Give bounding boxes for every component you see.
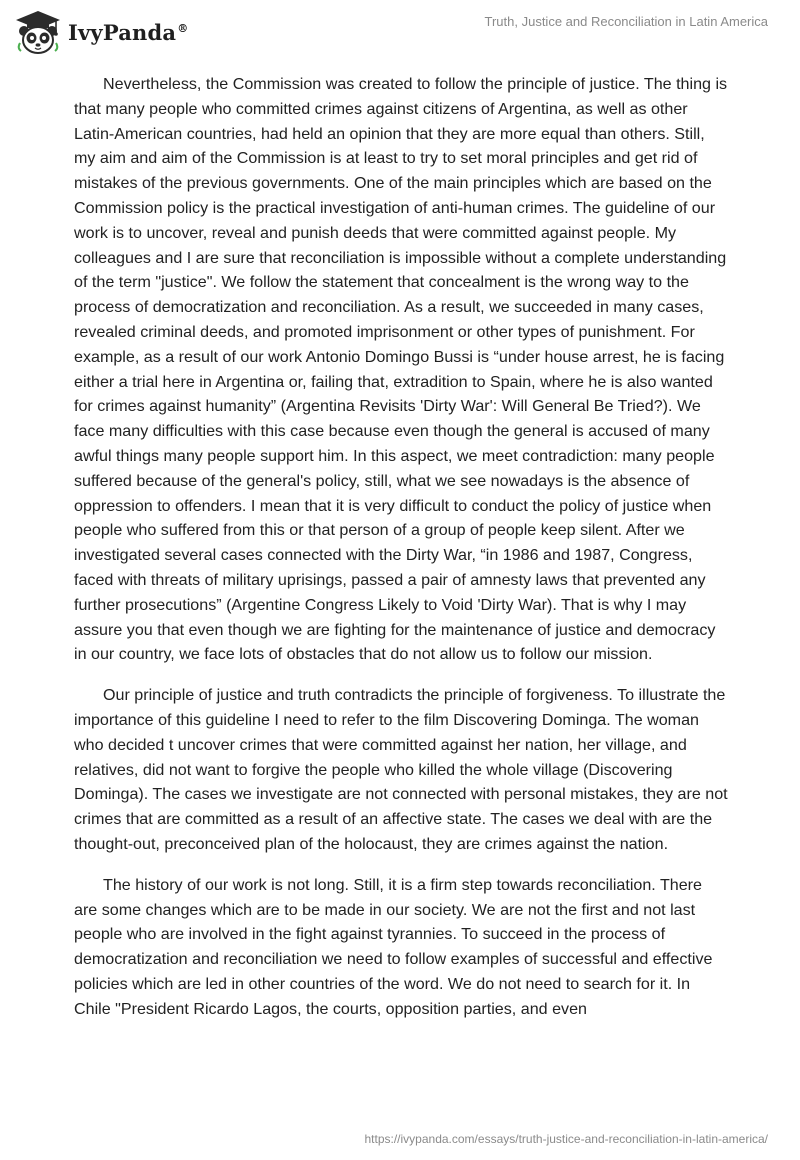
paragraph: Nevertheless, the Commission was created to follow the principle of justice. The thing is that many people who committed crimes against citizens of Argentina, as well as other Latin-American countries, had held an opinion that they are more equal than others. Still, my aim and aim of the Commission is at least to try to set moral principles and get rid of mistakes of the previous governments. One of the main principles which are based on the Commission policy is the practical investigation of anti-human crimes. The guideline of our work is to uncover, reveal and punish deeds that were committed against people. My colleagues and I are sure that reconciliation is impossible without a complete understanding of the term "justice". We follow the statement that concealment is the wrong way to the process of democratization and reconciliation. As a result, we succeeded in many cases, revealed criminal deeds, and promoted imprisonment or other types of punishment. For example, as a result of our work Antonio Domingo Bussi is “under house arrest, he is facing either a trial here in Argentina or, failing that, extradition to Spain, where he is also wanted for crimes against humanity” (Argentina Revisits 'Dirty War': Will General Be Tried?). We face many difficulties with this case because even though the general is accused of many awful things many people support him. In this aspect, we meet contradiction: many people suffered because of the general's policy, still, what we see nowadays is the absence of oppression to offenders. I mean that it is very difficult to conduct the policy of justice when people who suffered from this or that person of a group of people keep silent. After we investigated several cases connected with the Dirty War, “in 1986 and 1987, Congress, faced with threats of military uprisings, passed a pair of amnesty laws that prevented any further prosecutions” (Argentine Congress Likely to Void 'Dirty War). That is why I may assure you that even though we are fighting for the maintenance of justice and democracy in our country, we face lots of obstacles that do not allow us to follow our mission.: [74, 75, 728, 664]
paragraph: Our principle of justice and truth contradicts the principle of forgiveness. To illustrate the importance of this guideline I need to refer to the film Discovering Dominga. The woman who decided t uncover crimes that were committed against her nation, her village, and relatives, did not want to forgive the people who killed the whole village (Discovering Dominga). The cases we investigate are not connected with personal mistakes, they are not crimes that are committed as a result of an affective state. The cases we deal with are the thought-out, preconceived plan of the holocaust, they are crimes against the nation.: [74, 686, 728, 853]
panda-graduate-icon: [14, 9, 62, 55]
logo[interactable]: [14, 8, 188, 56]
essay-body: [74, 72, 728, 1037]
page-header: [0, 0, 800, 70]
document-title: Truth, Justice and Reconciliation in Latin America: [484, 14, 768, 29]
paragraph: The history of our work is not long. Still, it is a firm step towards reconciliation. There are some changes which are to be made in our society. We are not the first and not last people who are involved in the fight against tyrannies. To succeed in the process of democratization and reconciliation we need to follow examples of successful and effective policies which are led in other countries of the word. We do not need to search for it. In Chile "President Ricardo Lagos, the courts, opposition parties, and even: [74, 875, 713, 1018]
source-url[interactable]: https://ivypanda.com/essays/truth-justice-and-reconciliation-in-latin-america/: [364, 1132, 768, 1146]
logo-text: IvyPanda®: [68, 19, 189, 45]
registered-mark: ®: [177, 21, 189, 35]
